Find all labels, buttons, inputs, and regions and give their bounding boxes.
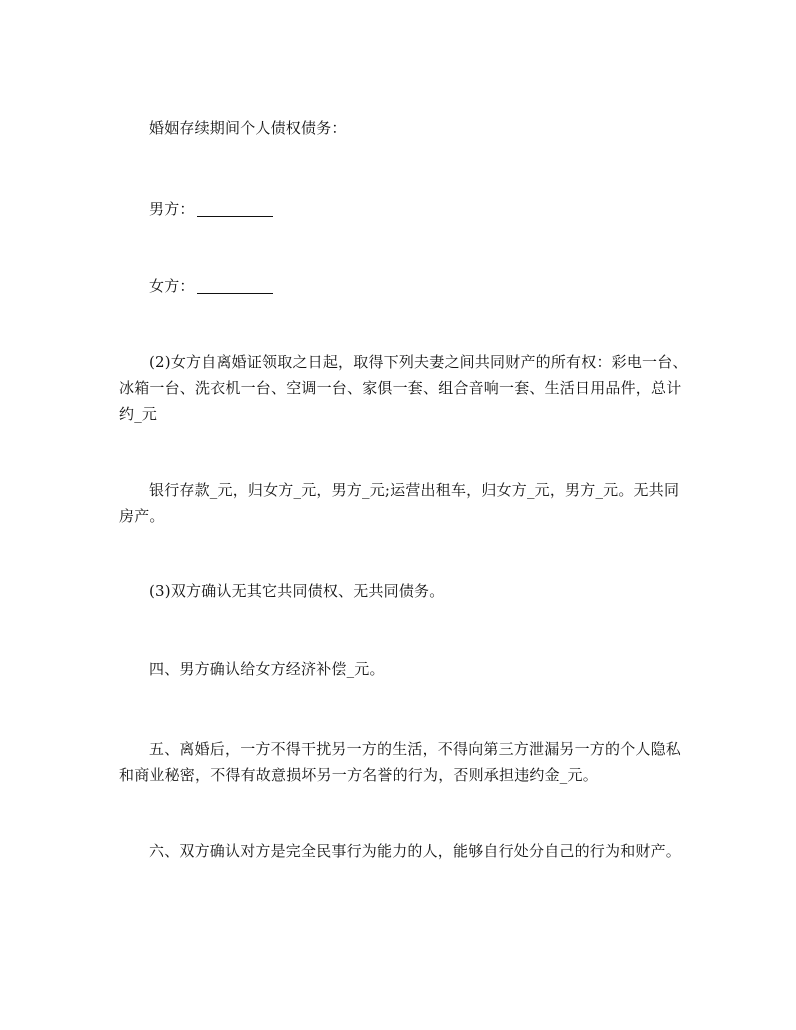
paragraph-section-five: 五、离婚后，一方不得干扰另一方的生活，不得向第三方泄漏另一方的个人隐私和商业秘密，不得有故意损坏另一方名誉的行为，否则承担违约金_元。 [119, 740, 682, 784]
paragraph-section-four: 四、男方确认给女方经济补偿_元。 [149, 660, 385, 678]
paragraph-personal-debts-heading: 婚姻存续期间个人债权债务： [149, 119, 347, 137]
female-party-blank-line [197, 279, 273, 294]
paragraph-no-common-debts: (3)双方确认无其它共同债权、无共同债务。 [149, 582, 445, 600]
male-party-label: 男方： [149, 200, 195, 218]
female-party-label: 女方： [149, 277, 195, 295]
paragraph-section-six: 六、双方确认对方是完全民事行为能力的人，能够自行处分自己的行为和财产。 [149, 842, 682, 860]
paragraph-male-party-line [119, 196, 689, 222]
paragraph-bank-deposits: 银行存款_元，归女方_元，男方_元;运营出租车，归女方_元，男方_元。无共同房产。 [119, 481, 680, 525]
paragraph-female-party-line [119, 273, 689, 299]
male-party-blank-line [197, 202, 273, 217]
paragraph-female-property-rights: (2)女方自离婚证领取之日起，取得下列夫妻之间共同财产的所有权：彩电一台、冰箱一台、洗衣机一台、空调一台、家俱一套、组合音响一套、生活日用品件，总计约_元 [119, 353, 688, 423]
